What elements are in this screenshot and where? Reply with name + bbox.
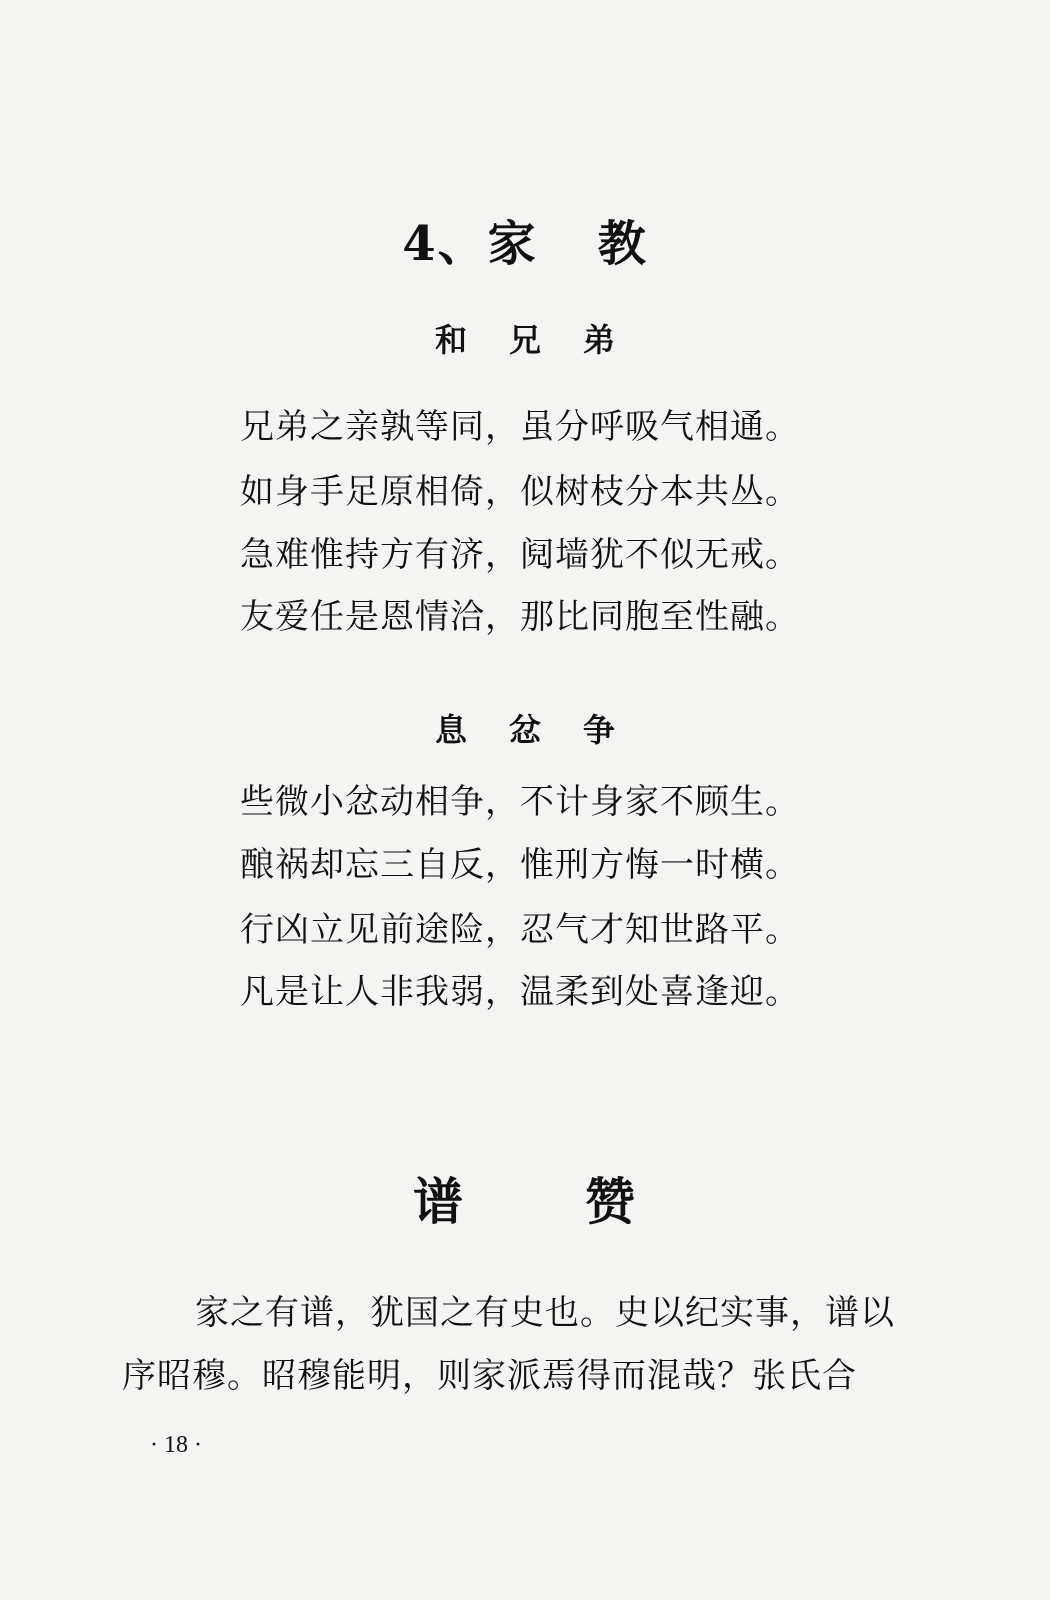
section-title-genealogy-praise <box>0 1162 1050 1234</box>
section-title-part1: 4、家 <box>402 216 538 272</box>
section-title-part2: 教 <box>597 216 648 272</box>
poem1-line-2: 如身手足原相倚，似树枝分本共丛。 <box>240 472 800 512</box>
poem-title-brothers <box>0 315 1050 361</box>
poem2-line-2: 酿祸却忘三自反，惟刑方悔一时横。 <box>240 845 800 885</box>
poem2-line-1: 些微小忿动相争，不计身家不顾生。 <box>240 782 800 822</box>
poem1-line-1: 兄弟之亲孰等同，虽分呼吸气相通。 <box>240 407 800 447</box>
poem-title-char: 争 <box>583 711 616 749</box>
page-number: · 18 · <box>150 1432 202 1458</box>
prose-line-1: 家之有谱，犹国之有史也。史以纪实事，谱以 <box>195 1293 895 1333</box>
poem-title-char: 忿 <box>508 711 541 749</box>
poem-title-char: 息 <box>434 711 467 749</box>
poem1-line-3: 急难惟持方有济，阋墙犹不似无戒。 <box>240 535 800 575</box>
poem-title-char: 弟 <box>583 321 616 359</box>
section-title-char: 赞 <box>585 1172 637 1231</box>
poem-title-anger <box>0 705 1050 751</box>
poem2-line-3: 行凶立见前途险，忍气才知世路平。 <box>240 910 800 950</box>
prose-line-2: 序昭穆。昭穆能明，则家派焉得而混哉？张氏合 <box>122 1356 857 1396</box>
poem1-line-4: 友爱任是恩情洽，那比同胞至性融。 <box>240 597 800 637</box>
section-title-family-teaching <box>0 205 1050 274</box>
poem-title-char: 兄 <box>508 321 541 359</box>
poem-title-char: 和 <box>434 321 467 359</box>
poem2-line-4: 凡是让人非我弱，温柔到处喜逢迎。 <box>240 972 800 1012</box>
section-title-char: 谱 <box>413 1172 465 1231</box>
